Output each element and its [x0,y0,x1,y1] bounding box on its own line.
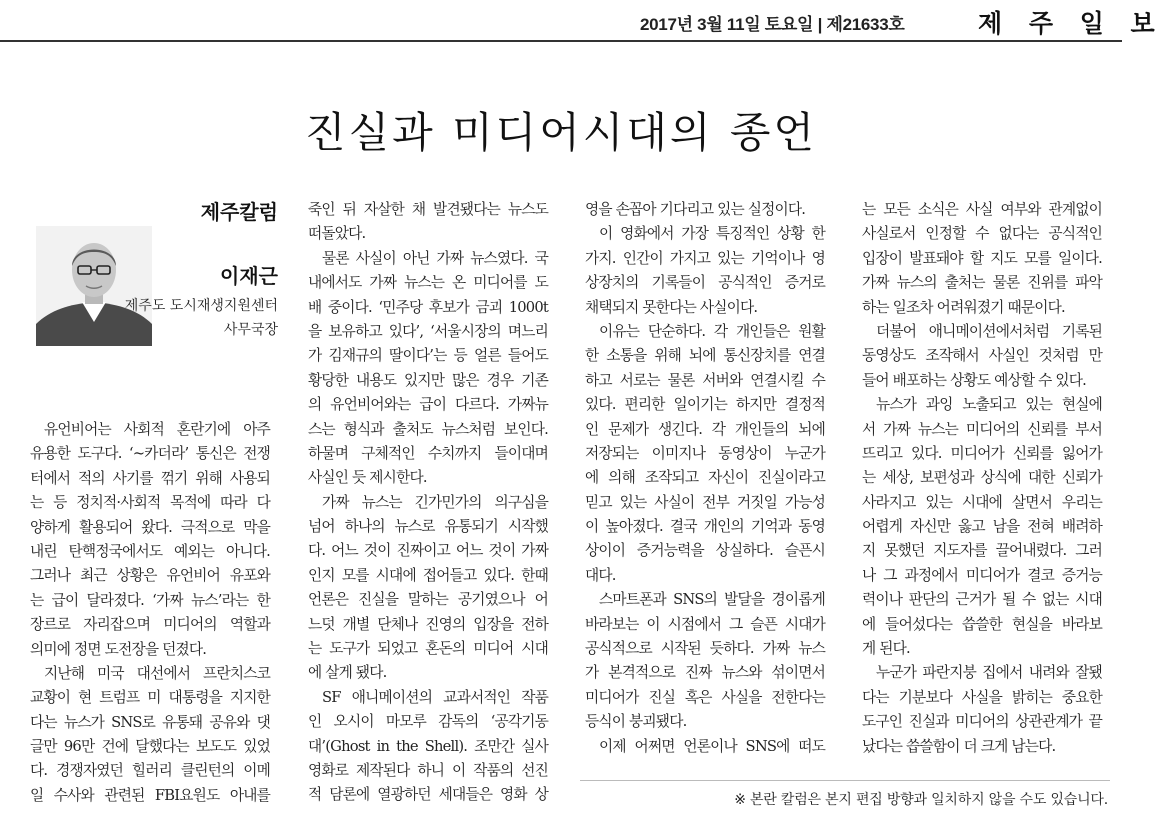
article-text-line: 지 못했던 지도자를 끌어내렸다. 그러 [862,542,1102,560]
article-text-line: 하는 일조차 어려워졌기 때문이다. [862,298,1065,316]
byline [28,196,278,416]
article-text-line: 믿고 있는 사실이 전부 거짓일 가능성 [585,493,825,511]
author-title-line: 사무국장 [223,322,278,338]
footnote-divider [580,780,1110,781]
article-text-line: 다는 기분보다 사실을 밝히는 중요한 [862,688,1102,706]
article-text-line: 있다. 편리한 일이기는 하지만 결정적 [585,396,825,414]
article-text-line: 에 의해 조작되고 자신이 진실이라고 [585,469,825,487]
article-text-line: 는 급이 달라졌다. ‘가짜 뉴스’라는 한 [30,591,270,609]
article-text-line: 에 들어섰다는 씁쓸한 현실을 바라보 [862,615,1102,633]
article-text-line: 뉴스가 과잉 노출되고 있는 현실에 [876,396,1102,414]
article-text-line: 사실인 듯 제시한다. [308,469,427,487]
article-text-line: 장르로 자리잡으며 미디어의 역할과 [30,616,270,634]
article-text-line: 대’(Ghost in the Shell). 조만간 실사 [308,737,548,755]
article-text-line: 대다. [585,566,616,584]
article-column-4 [862,198,1102,759]
article-text-line: 가 본격적으로 진짜 뉴스와 섞이면서 [585,664,825,682]
article-text-line: 배 중이다. ‘민주당 후보가 금괴 1000t [308,298,548,316]
article-text-line: 교황이 현 트럼프 미 대통령을 지지한 [30,689,270,707]
article-text-line: 저장되는 이미지나 동영상이 누군가 [585,444,825,462]
article-text-line: 도구인 진실과 미디어의 상관관계가 끝 [862,713,1102,731]
article-text-line: 이유는 단순하다. 각 개인들은 원활 [599,322,825,340]
article-text-line: 이 높아졌다. 결국 개인의 기억과 동영 [585,518,825,536]
article-text-line: 미디어가 진실 혹은 사실을 전한다는 [585,688,825,706]
article-text-line: 는 도구가 되었고 혼돈의 미디어 시대 [308,640,548,658]
article-column-2 [308,198,548,808]
article-text-line: 력이나 판단의 근거가 될 수 없는 시대 [862,591,1102,609]
masthead [0,0,1164,44]
article-text-line: 나 그 과정에서 미디어가 결코 증거능 [862,566,1102,584]
article-text-line: 누군가 파란지붕 집에서 내려와 잘됐 [876,664,1102,682]
article-text-line: 을 보유하고 있다’, ‘서울시장의 며느리 [308,322,548,340]
article-column-1 [30,418,270,808]
article-text-line: 가 김재규의 딸이다’는 등 얼른 들어도 [308,347,548,365]
article-text-line: 게 된다. [862,640,910,658]
article-text-line: 어렵게 자신만 옳고 남을 전혀 배려하 [862,518,1102,536]
article-text-line: 적 담론에 열광하던 세대들은 영화 상 [308,786,548,804]
article-text-line: 이제 어쩌면 언론이나 SNS에 떠도 [599,737,825,755]
article-text-line: 의 유언비어와는 급이 다르다. 가짜뉴 [308,396,548,414]
article-text-line: 양하게 활용되어 왔다. 극적으로 막을 [30,518,270,536]
masthead-rule [0,40,1122,42]
article-text-line: 넘어 하나의 뉴스로 유통되기 시작했 [308,518,548,536]
author-org-line: 제주도 도시재생지원센터 [124,298,278,314]
article-text-line: 났다는 씁쓸함이 더 크게 남는다. [862,737,1056,755]
article-column-3 [585,198,825,759]
issue-date: 2017년 3월 11일 토요일 | 제21633호 [640,15,905,34]
article-text-line: 그러나 최근 상황은 유언비어 유포와 [30,567,270,585]
article-text-line: 뜨리고 있다. 미디어가 신뢰를 잃어가 [862,444,1102,462]
article-text-line: 등식이 붕괴됐다. [585,713,687,731]
article-text-line: 상이이 증거능력을 상실하다. 슬픈시 [585,542,825,560]
article-text-line: 공식적으로 시작된 듯하다. 가짜 뉴스 [585,640,825,658]
article-text-line: 스마트폰과 SNS의 발달을 경이롭게 [599,591,825,609]
article-text-line: 이 영화에서 가장 특징적인 상황 한 [599,225,825,243]
article-text-line: 입장이 발표돼야 할 지도 모를 일이다. [862,249,1102,267]
article-text-line: 영을 손꼽아 기다리고 있는 실정이다. [585,201,806,218]
author-name: 이재근 [220,264,278,288]
article-text-line: 가지. 인간이 가지고 있는 기억이나 영 [585,249,825,267]
article-text-line: 언론은 진실을 말하는 공기였으나 어 [308,591,548,609]
article-text-line: 느덧 개별 단체나 진영의 입장을 전하 [308,615,548,633]
article-text-line: 들어 배포하는 상황도 예상할 수 있다. [862,371,1087,389]
editorial-disclaimer: ※ 본란 칼럼은 본지 편집 방향과 일치하지 않을 수도 있습니다. [734,792,1108,808]
article-text-line: 에 살게 됐다. [308,664,387,682]
article-text-line: 사실로서 인정할 수 없다는 공식적인 [862,225,1102,243]
article-text-line: 유용한 도구다. ‘~카더라’ 통신은 전쟁 [30,445,270,463]
article-text-line: 물론 사실이 아닌 가짜 뉴스였다. 국 [322,249,548,267]
article-text-line: 다는 뉴스가 SNS로 유통돼 공유와 댓 [30,713,270,731]
newspaper-name: 제 주 일 보 [978,9,1164,38]
article-text-line: 터에서 적의 사기를 꺾기 위해 사용되 [30,469,270,487]
article-text-line: SF 애니메이션의 교과서적인 작품 [322,688,548,706]
article-text-line: 스는 형식과 출처도 뉴스처럼 보인다. [308,420,548,438]
article-headline: 진실과 미디어시대의 종언 [305,108,817,157]
article-text-line: 사라지고 있는 시대에 살면서 우리는 [862,493,1102,511]
article-text-line: 일 수사와 관련된 FBI요원도 아내를 [30,786,270,804]
article-text-line: 는 등 정치적·사회적 목적에 따라 다 [30,494,270,512]
article-text-line: 떠돌았다. [308,225,366,243]
article-text-line: 유언비어는 사회적 혼란기에 아주 [44,421,270,438]
article-text-line: 는 세상, 보편성과 상식에 대한 신뢰가 [862,469,1102,487]
article-text-line: 바라보는 이 시점에서 그 슬픈 시대가 [585,615,825,633]
article-text-line: 더불어 애니메이션에서처럼 기록된 [876,322,1102,340]
article-text-line: 하물며 구체적인 수치까지 들이대며 [308,444,548,462]
article-text-line: 지난해 미국 대선에서 프란치스코 [44,664,270,682]
article-text-line: 다. 경쟁자였던 힐러리 클린턴의 이메 [30,762,270,780]
article-text-line: 내린 탄핵정국에서도 예외는 아니다. [30,542,270,560]
article-text-line: 다. 어느 것이 진짜이고 어느 것이 가짜 [308,542,548,560]
author-affiliation [118,294,278,342]
article-text-line: 죽인 뒤 자살한 채 발견됐다는 뉴스도 [308,201,548,218]
article-text-line: 상장치의 기록들이 공식적인 증거로 [585,274,825,292]
article-text-line: 하고 서로는 물론 서버와 연결시킬 수 [585,371,825,389]
article-text-line: 의미에 정면 도전장을 던졌다. [30,640,207,658]
article-text-line: 한 소통을 위해 뇌에 통신장치를 연결 [585,347,825,365]
article-text-line: 인지 모를 시대에 접어들고 있다. 한때 [308,566,548,584]
article-text-line: 가짜 뉴스는 긴가민가의 의구심을 [322,493,548,511]
article-text-line: 가짜 뉴스의 출처는 물론 진위를 파악 [862,274,1102,292]
article-text-line: 글만 96만 건에 달했다는 보도도 있었 [30,738,270,756]
article-text-line: 서 가짜 뉴스는 미디어의 신뢰를 부서 [862,420,1102,438]
article-text-line: 동영상도 조작해서 사실인 것처럼 만 [862,347,1102,365]
article-text-line: 내에서도 가짜 뉴스는 온 미디어를 도 [308,274,548,292]
article-text-line: 채택되지 못한다는 사실이다. [585,298,758,316]
article-text-line: 인 오시이 마모루 감독의 ‘공각기동 [308,713,548,731]
article-text-line: 는 모든 소식은 사실 여부와 관계없이 [862,201,1102,218]
article-text-line: 황당한 내용도 있지만 많은 경우 기존 [308,371,548,389]
article-text-line: 인 문제가 생긴다. 각 개인들의 뇌에 [585,420,825,438]
column-section-label: 제주칼럼 [200,200,278,224]
article-text-line: 영화로 제작된다 하니 이 작품의 선진 [308,761,548,779]
